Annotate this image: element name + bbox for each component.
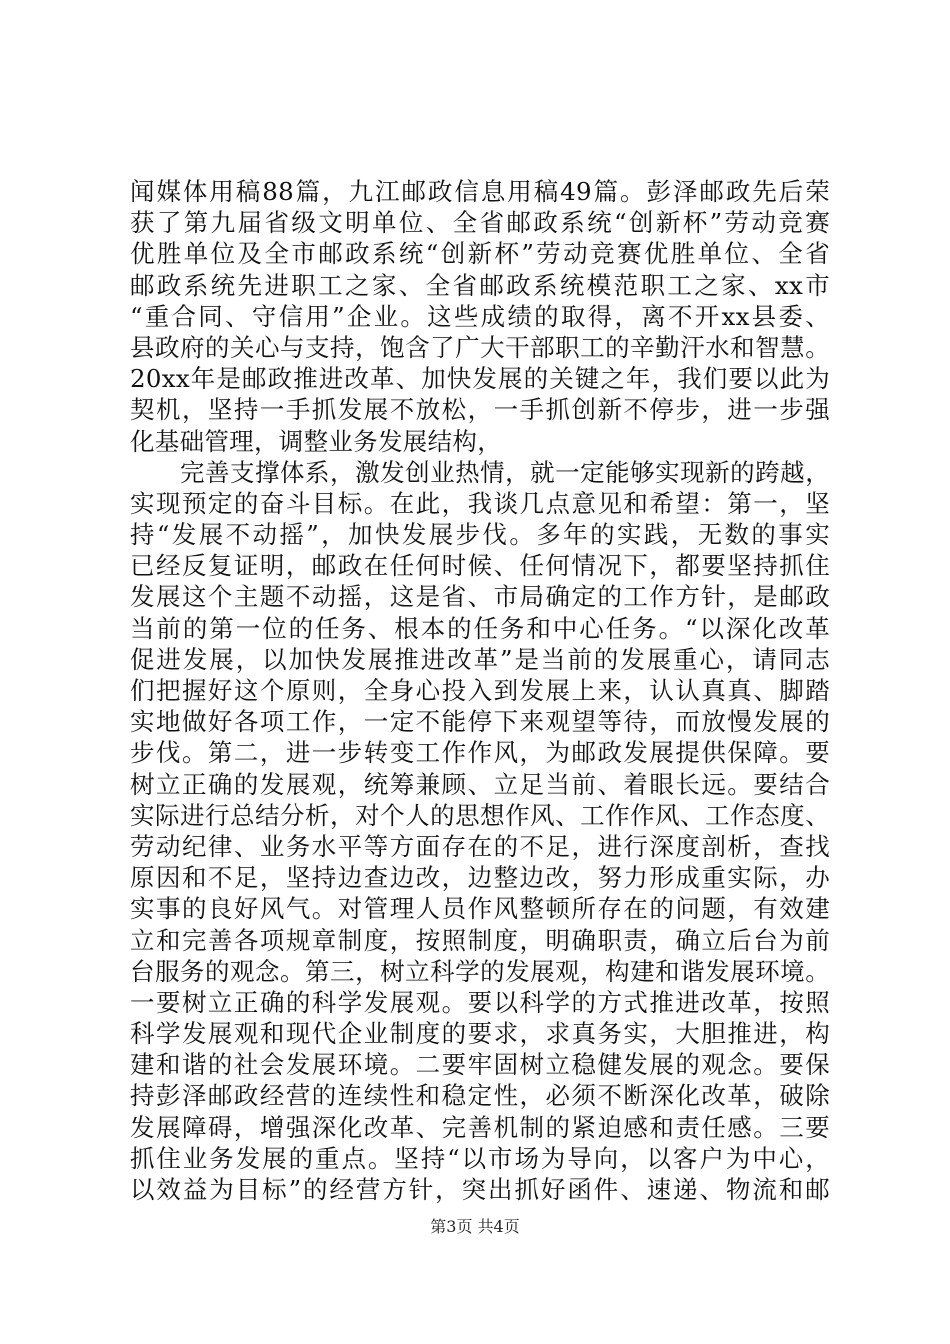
text-line: 实事的良好风气。对管理人员作风整顿所存在的问题，有效建 [130, 894, 830, 924]
text-line: 们把握好这个原则，全身心投入到发展上来，认认真真、脚踏 [130, 676, 830, 705]
text-line: 步伐。第二，进一步转变工作作风，为邮政发展提供保障。要 [130, 738, 830, 768]
text-line: 立和完善各项规章制度，按照制度，明确职责，确立后台为前 [130, 925, 830, 955]
text-line: 当前的第一位的任务、根本的任务和中心任务。“以深化改革 [130, 613, 830, 643]
text-line: 一要树立正确的科学发展观。要以科学的方式推进改革，按照 [130, 987, 830, 1017]
text-line: 获了第九届省级文明单位、全省邮政系统“创新杯”劳动竞赛 [130, 208, 830, 238]
text-line: 科学发展观和现代企业制度的要求，求真务实，大胆推进，构 [130, 1019, 830, 1049]
body-text [130, 176, 830, 1205]
text-line: 促进发展，以加快发展推进改革”是当前的发展重心，请同志 [130, 644, 830, 674]
text-line: “重合同、守信用”企业。这些成绩的取得，离不开xx县委、 [130, 301, 830, 331]
text-line: 完善支撑体系，激发创业热情，就一定能够实现新的跨越， [130, 457, 830, 487]
text-line: 优胜单位及全市邮政系统“创新杯”劳动竞赛优胜单位、全省 [130, 239, 830, 269]
text-line: 抓住业务发展的重点。坚持“以市场为导向，以客户为中心， [130, 1143, 830, 1173]
text-line: 建和谐的社会发展环境。二要牢固树立稳健发展的观念。要保 [130, 1050, 830, 1080]
text-line: 树立正确的发展观，统筹兼顾、立足当前、着眼长远。要结合 [130, 769, 830, 799]
text-line: 以效益为目标”的经营方针，突出抓好函件、速递、物流和邮 [130, 1175, 830, 1204]
text-line: 契机，坚持一手抓发展不放松，一手抓创新不停步，进一步强 [130, 395, 830, 425]
text-line: 持“发展不动摇”，加快发展步伐。多年的实践，无数的事实 [130, 520, 830, 550]
text-line: 实现预定的奋斗目标。在此，我谈几点意见和希望：第一，坚 [130, 488, 830, 518]
text-line: 原因和不足，坚持边查边改，边整边改，努力形成重实际，办 [130, 863, 830, 893]
text-line: 台服务的观念。第三，树立科学的发展观，构建和谐发展环境。 [130, 956, 830, 986]
text-line: 实地做好各项工作，一定不能停下来观望等待，而放慢发展的 [130, 707, 830, 737]
text-line: 实际进行总结分析，对个人的思想作风、工作作风、工作态度、 [130, 800, 830, 830]
text-line: 化基础管理，调整业务发展结构， [130, 426, 502, 456]
page-number-footer: 第3页 共4页 [430, 1217, 520, 1236]
text-line: 闻媒体用稿88篇，九江邮政信息用稿49篇。彭泽邮政先后荣 [130, 177, 830, 206]
text-line: 县政府的关心与支持，饱含了广大干部职工的辛勤汗水和智慧。 [130, 332, 830, 362]
text-line: 邮政系统先进职工之家、全省邮政系统模范职工之家、xx市 [130, 270, 830, 300]
text-line: 劳动纪律、业务水平等方面存在的不足，进行深度剖析，查找 [130, 831, 830, 861]
text-line: 已经反复证明，邮政在任何时候、任何情况下，都要坚持抓住 [130, 551, 830, 581]
text-line: 持彭泽邮政经营的连续性和稳定性，必须不断深化改革，破除 [130, 1081, 830, 1111]
text-line: 发展这个主题不动摇，这是省、市局确定的工作方针，是邮政 [130, 582, 830, 612]
text-line: 20xx年是邮政推进改革、加快发展的关键之年，我们要以此为 [130, 364, 830, 394]
text-line: 发展障碍，增强深化改革、完善机制的紧迫感和责任感。三要 [130, 1112, 830, 1142]
